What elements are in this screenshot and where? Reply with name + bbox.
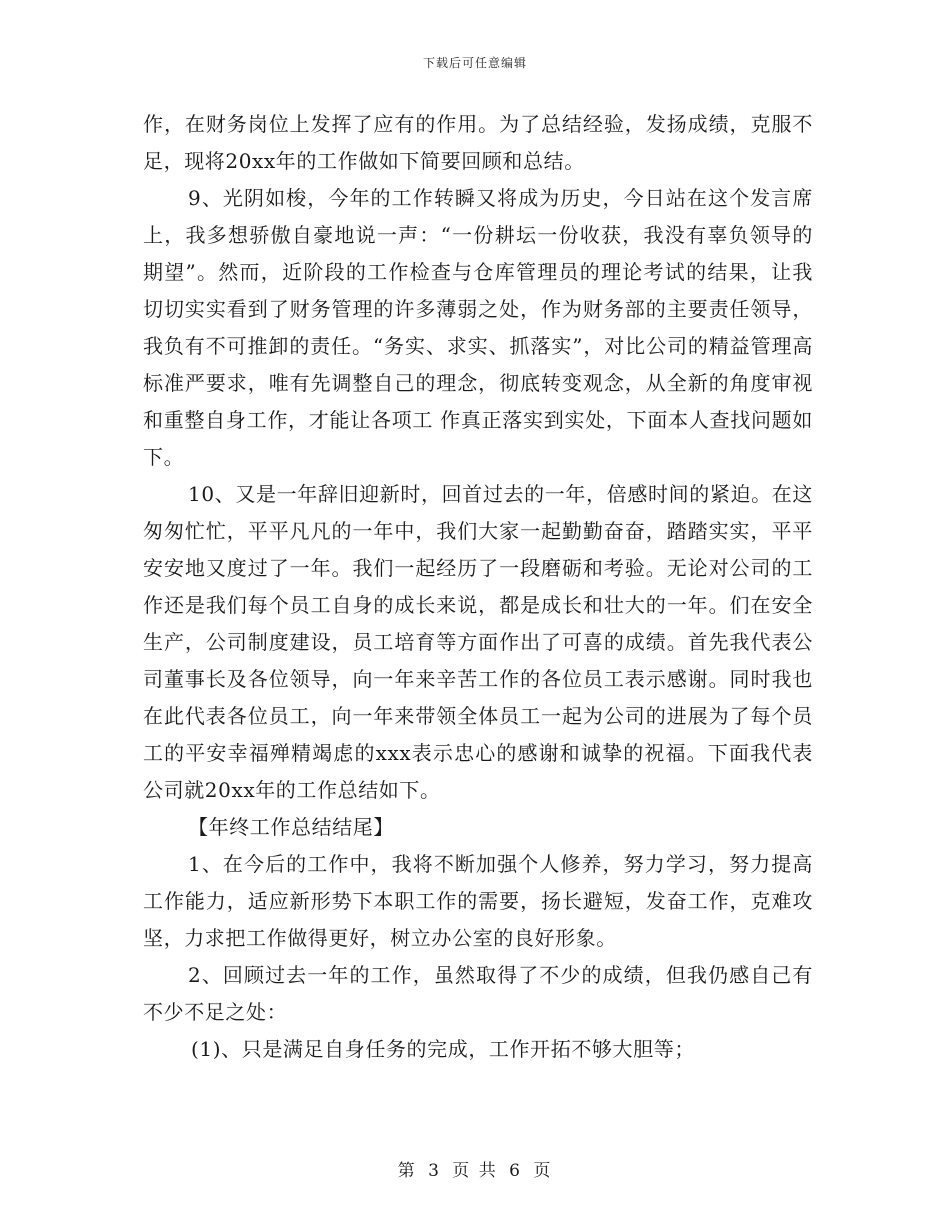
section-heading: 【年终工作总结结尾】 bbox=[188, 815, 394, 839]
page-label-mid: 页 共 bbox=[452, 1161, 498, 1181]
paragraph-point-1: 1、在今后的工作中，我将不断加强个人修养，努力学习，努力提高工作能力，适应新形势下本职工作的需要，扬长避短，发奋工作，克难攻坚，力求把工作做得更好，树立办公室的良好形象。 bbox=[143, 852, 813, 950]
paragraph-item-9: 9、光阴如梭，今年的工作转瞬又将成为历史，今日站在这个发言席上，我多想骄傲自豪地说一声：“一份耕坛一份收获，我没有辜负领导的期望”。然而，近阶段的工作检查与仓库管理员的理论考试的结果，让我切切实实看到了财务管理的许多薄弱之处，作为财务部的主要责任领导，我负有不可推卸的责任。“务实、求实、抓落实”，对比公司的精益管理高标准严要求，唯有先调整自己的理念，彻底转变观念，从全新的角度审视和重整自身工作，才能让各项工 作真正落实到实处，下面本人查找问题如下。 bbox=[143, 186, 813, 469]
current-page-number: 3 bbox=[428, 1161, 441, 1181]
page-label-suffix: 页 bbox=[533, 1161, 553, 1181]
page-footer bbox=[0, 1156, 950, 1181]
paragraph-continuation: 作，在财务岗位上发挥了应有的作用。为了总结经验，发扬成绩，克服不足，现将20xx年的工作做如下简要回顾和总结。 bbox=[143, 112, 813, 173]
paragraph-point-2: 2、回顾过去一年的工作，虽然取得了不少的成绩，但我仍感自己有不少不足之处： bbox=[143, 963, 813, 1024]
total-pages-number: 6 bbox=[509, 1161, 522, 1181]
page-label-prefix: 第 bbox=[397, 1161, 417, 1181]
header-note: 下载后可任意编辑 bbox=[422, 56, 527, 70]
paragraph-item-10: 10、又是一年辞旧迎新时，回首过去的一年，倍感时间的紧迫。在这匆匆忙忙，平平凡凡的一年中，我们大家一起勤勤奋奋，踏踏实实，平平安安地又度过了一年。我们一起经历了一段磨砺和考验。无论对公司的工作还是我们每个员工自身的成长来说，都是成长和壮大的一年。们在安全生产，公司制度建设，员工培育等方面作出了可喜的成绩。首先我代表公司董事长及各位领导，向一年来辛苦工作的各位员工表示感谢。同时我也在此代表各位员工，向一年来带领全体员工一起为公司的进展为了每个员工的平安幸福殚精竭虑的xxx表示忠心的感谢和诚挚的祝福。下面我代表公司就20xx年的工作总结如下。 bbox=[143, 482, 813, 802]
document-body bbox=[143, 106, 813, 1068]
paragraph-subpoint-1: (1)、只是满足自身任务的完成，工作开拓不够大胆等； bbox=[191, 1037, 695, 1061]
